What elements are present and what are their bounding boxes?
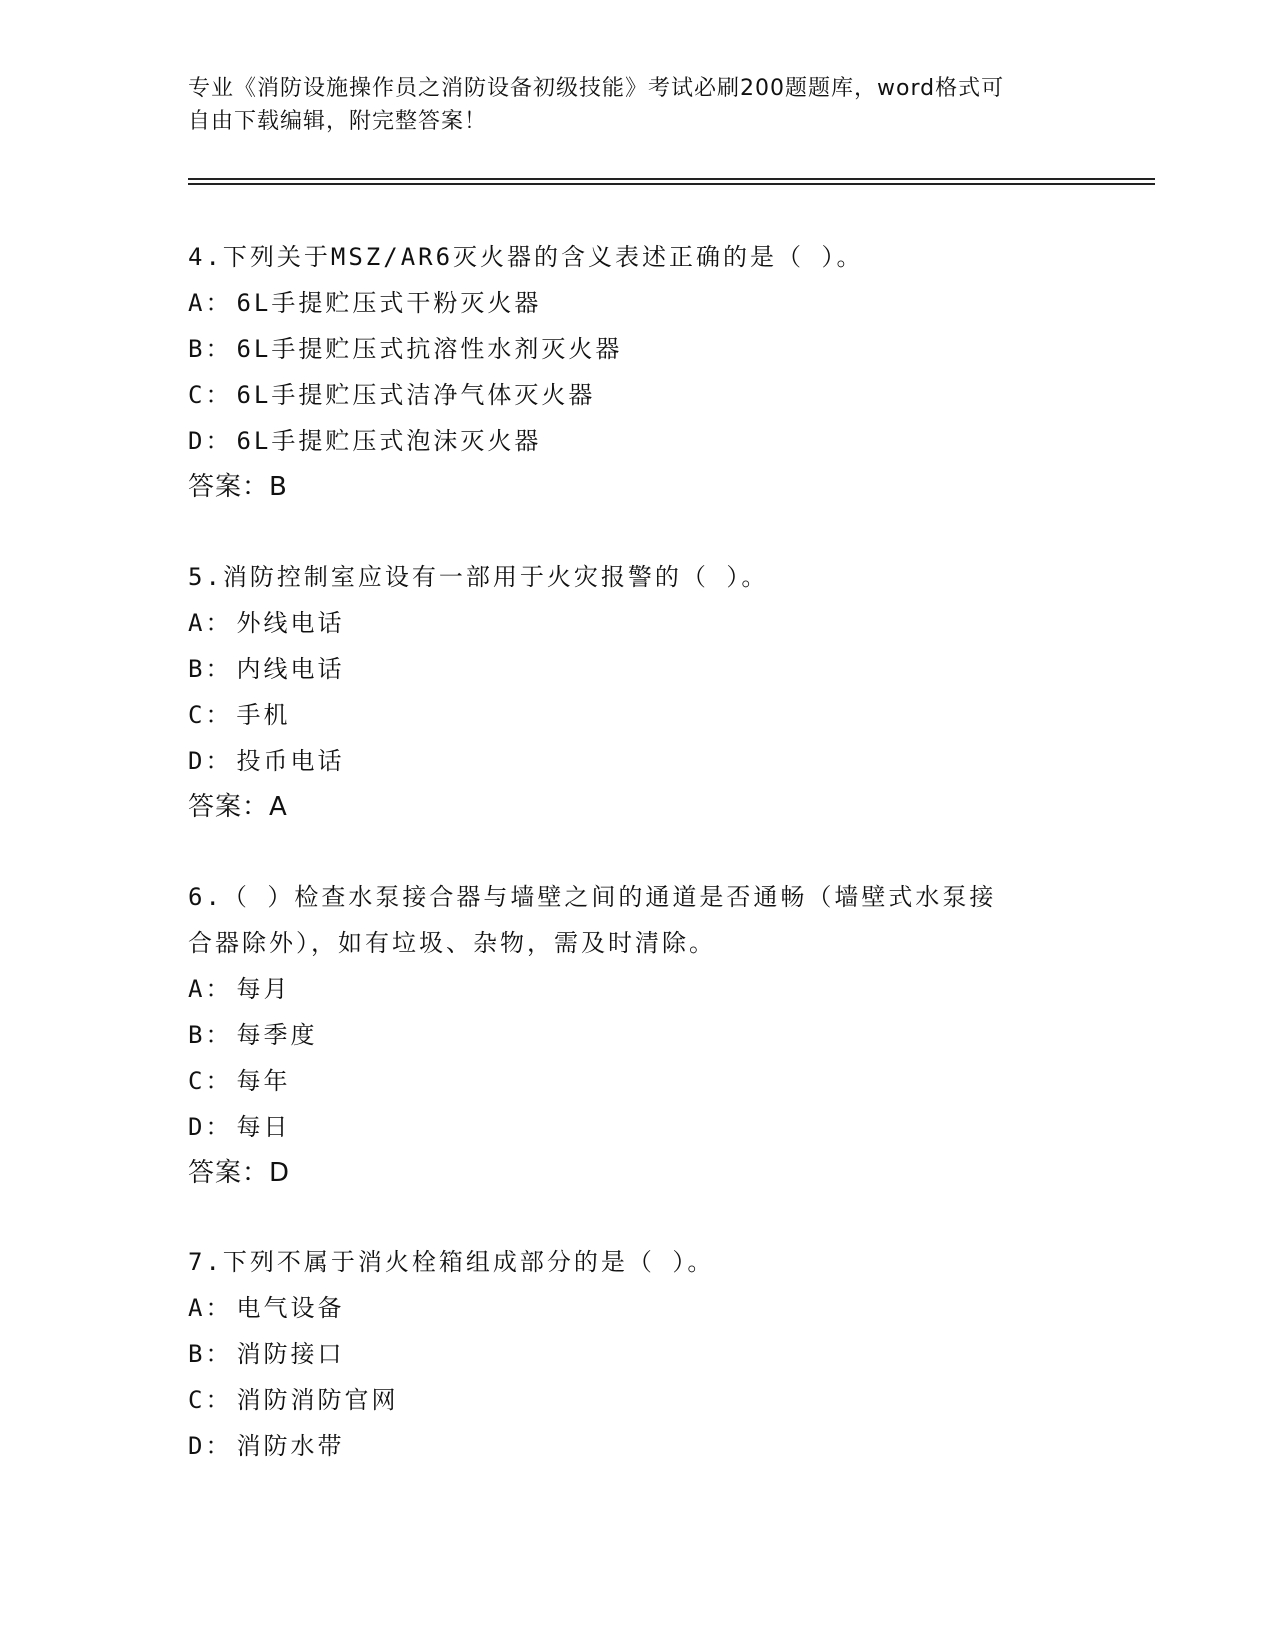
question-7 xyxy=(188,1239,1088,1469)
option-text: 每月 xyxy=(236,975,291,1003)
option-letter: D xyxy=(188,1113,206,1141)
option-text: 电气设备 xyxy=(236,1294,345,1322)
option-letter: A xyxy=(188,609,206,637)
option-c xyxy=(188,1058,1088,1104)
question-stem: 7.下列不属于消火栓箱组成部分的是（ ）。 xyxy=(188,1248,715,1276)
option-d xyxy=(188,738,1088,784)
option-text: 每日 xyxy=(236,1113,291,1141)
document-header xyxy=(188,72,1068,138)
option-text: 消防接口 xyxy=(236,1340,345,1368)
option-separator: ： xyxy=(205,289,233,317)
option-text: 手机 xyxy=(236,701,291,729)
option-d xyxy=(188,1104,1088,1150)
question-6 xyxy=(188,874,1088,1196)
option-d xyxy=(188,1423,1088,1469)
option-a xyxy=(188,280,1088,326)
question-4 xyxy=(188,234,1088,510)
option-text: 投币电话 xyxy=(236,747,345,775)
option-letter: A xyxy=(188,975,206,1003)
option-separator: ： xyxy=(205,1021,233,1049)
option-text: 6L手提贮压式抗溶性水剂灭火器 xyxy=(236,335,623,363)
option-a xyxy=(188,1285,1088,1331)
answer-label: 答案：D xyxy=(188,1158,291,1188)
option-letter: A xyxy=(188,1294,206,1322)
option-text: 每年 xyxy=(236,1067,291,1095)
question-stem-line-2: 合器除外），如有垃圾、杂物，需及时清除。 xyxy=(188,929,716,957)
option-separator: ： xyxy=(205,975,233,1003)
header-line-2: 自由下载编辑，附完整答案！ xyxy=(188,109,488,134)
option-separator: ： xyxy=(205,1294,233,1322)
option-text: 6L手提贮压式洁净气体灭火器 xyxy=(236,381,596,409)
option-letter: B xyxy=(188,1021,206,1049)
option-letter: B xyxy=(188,655,206,683)
option-c xyxy=(188,1377,1088,1423)
answer-label: 答案：B xyxy=(188,472,288,502)
option-c xyxy=(188,372,1088,418)
option-text: 内线电话 xyxy=(236,655,345,683)
question-5 xyxy=(188,554,1088,830)
option-letter: D xyxy=(188,427,206,455)
answer-label: 答案：A xyxy=(188,792,288,822)
option-separator: ： xyxy=(205,701,233,729)
option-separator: ： xyxy=(205,1067,233,1095)
option-letter: C xyxy=(188,1067,206,1095)
option-b xyxy=(188,326,1088,372)
option-a xyxy=(188,600,1088,646)
option-b xyxy=(188,646,1088,692)
option-letter: A xyxy=(188,289,206,317)
option-separator: ： xyxy=(205,335,233,363)
option-d xyxy=(188,418,1088,464)
option-a xyxy=(188,966,1088,1012)
option-c xyxy=(188,692,1088,738)
option-separator: ： xyxy=(205,609,233,637)
option-letter: D xyxy=(188,747,206,775)
option-text: 外线电话 xyxy=(236,609,345,637)
option-letter: C xyxy=(188,1386,206,1414)
option-letter: C xyxy=(188,701,206,729)
option-separator: ： xyxy=(205,1113,233,1141)
option-letter: C xyxy=(188,381,206,409)
option-letter: D xyxy=(188,1432,206,1460)
option-separator: ： xyxy=(205,427,233,455)
option-text: 消防消防官网 xyxy=(236,1386,399,1414)
option-letter: B xyxy=(188,1340,206,1368)
question-stem: 4.下列关于MSZ/AR6灭火器的含义表述正确的是（ ）。 xyxy=(188,243,864,271)
option-text: 6L手提贮压式泡沫灭火器 xyxy=(236,427,542,455)
option-text: 每季度 xyxy=(236,1021,318,1049)
option-separator: ： xyxy=(205,1432,233,1460)
question-stem-line-1: 6.（ ）检查水泵接合器与墙壁之间的通道是否通畅（墙壁式水泵接 xyxy=(188,883,997,911)
header-divider-bottom xyxy=(188,183,1155,185)
header-divider-top xyxy=(188,178,1155,180)
option-separator: ： xyxy=(205,655,233,683)
option-separator: ： xyxy=(205,1386,233,1414)
option-separator: ： xyxy=(205,747,233,775)
option-text: 6L手提贮压式干粉灭火器 xyxy=(236,289,542,317)
header-line-1: 专业《消防设施操作员之消防设备初级技能》考试必刷200题题库，word格式可 xyxy=(188,76,1005,101)
option-b xyxy=(188,1331,1088,1377)
question-stem: 5.消防控制室应设有一部用于火灾报警的（ ）。 xyxy=(188,563,769,591)
option-separator: ： xyxy=(205,381,233,409)
option-separator: ： xyxy=(205,1340,233,1368)
option-b xyxy=(188,1012,1088,1058)
option-text: 消防水带 xyxy=(236,1432,345,1460)
question-stem xyxy=(188,874,1088,966)
option-letter: B xyxy=(188,335,206,363)
